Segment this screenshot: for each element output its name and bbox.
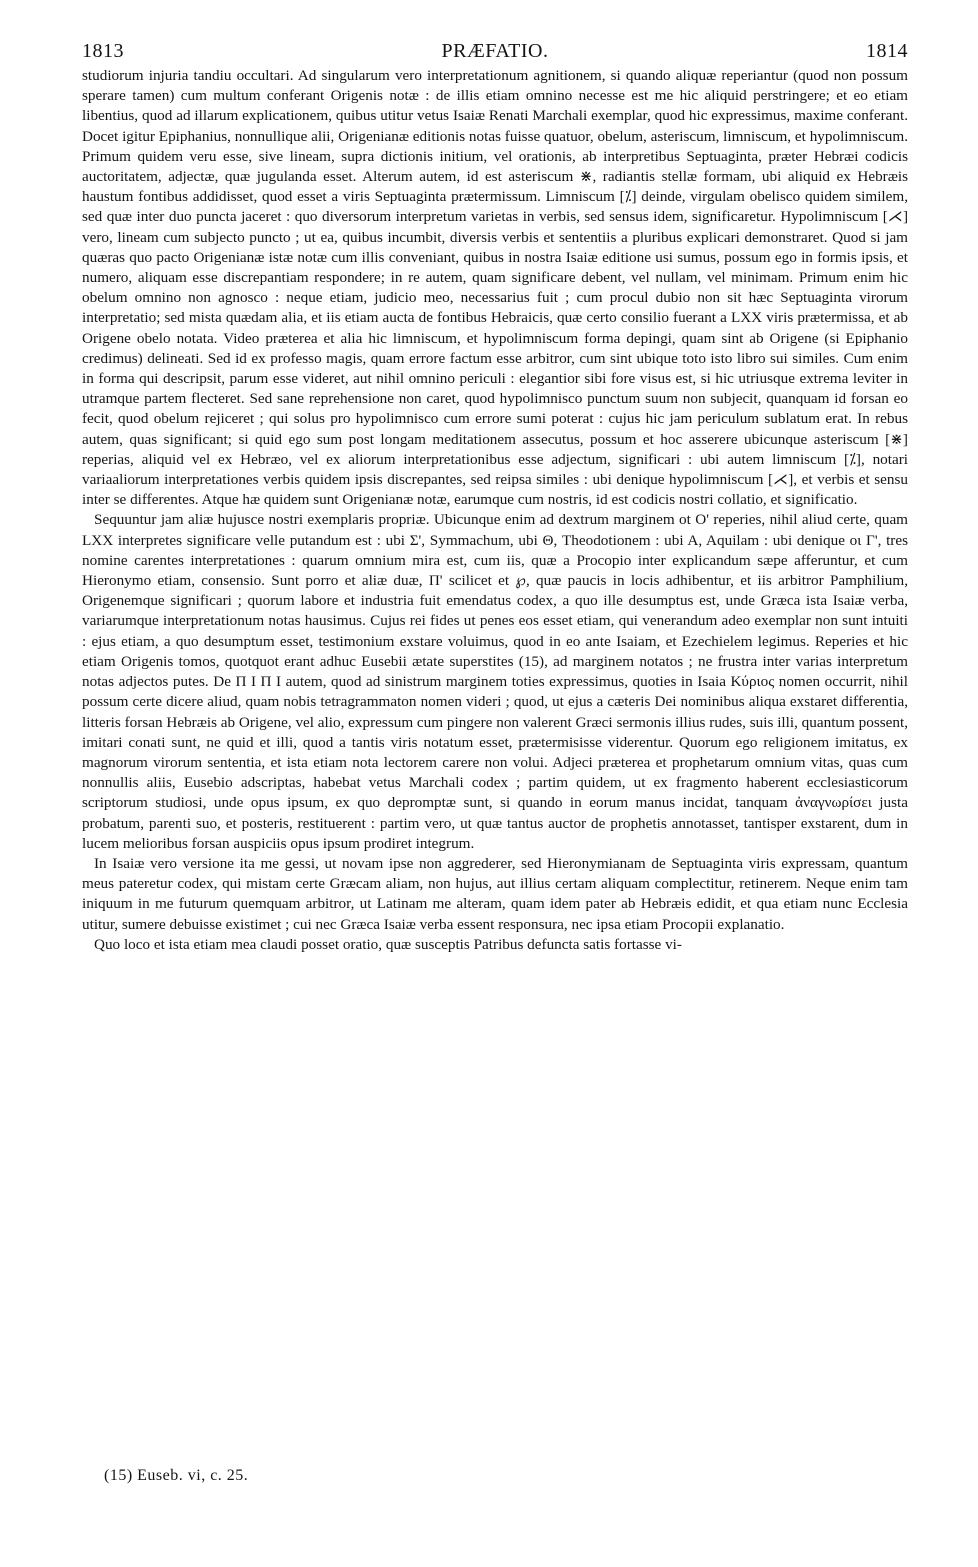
paragraph-3: In Isaiæ vero versione ita me gessi, ut novam ipse non aggrederer, sed Hieronymianam de Septuaginta viris expressam, quantum meus pateretur codex, qui mistam certe Græcam aliam, non hujus, aut illius certam aliquam complectitur, retinerem. Neque enim tam iniquum in me futurum quemquam arbitror, ut Latinam me alteram, quam idem pater ab Hebræis edidit, et qua etiam nunc Ecclesia utitur, sumere debuisse existimet ; cui nec Græca Isaiæ verba essent responsura, nec ipsa etiam Procopii explanatio. <box>82 854 908 933</box>
paragraph-2: Sequuntur jam aliæ hujusce nostri exemplaris propriæ. Ubicunque enim ad dextrum marginem ot O' reperies, nihil aliud certe, quam LXX interpretes significare velle putandum est : ubi Σ', Symmachum, ubi Θ, Theodotionem : ubi A, Aquilam : ubi denique oι Γ', tres nomine carentes interpretationes : quarum omnium mira est, cum iis, quæ a Procopio inter explicandum sæpe afferuntur, et cum Hieronymo etiam, consensio. Sunt porro et aliæ duæ, Π' scilicet et ℘, quæ paucis in locis adhibentur, et iis arbitror Pamphilium, Origenemque significari ; quorum labore et industria fuit emendatus codex, a quo ille desumptus est, unde Græca ista Isaiæ verba, variarumque interpretationum notas hausimus. Cujus rei fides ut penes eos esset etiam, qui venerandum adeo exemplar non sunt intuiti : ejus etiam, a quo desumptum esset, testimonium exstare voluimus, quod in eo ante Isaiam, et Ezechielem legimus. Reperies et hic etiam Origenis tomos, quotquot erant adhuc Eusebii ætate superstites (15), ad marginem notatos ; ne frustra inter varias interpretum notas adjectos putes. De Π Ι Π Ι autem, quod ad sinistrum marginem toties expressimus, quoties in Isaia Κύριος nomen occurrit, nihil possum certe dicere aliud, quam nobis tetragrammaton nomen videri ; quod, ut ejus a cæteris Dei nominibus aliqua exstaret differentia, litteris forsan Hebræis ab Origene, vel alio, expressum cum pingere non valerent Græci sermonis illius rudes, suis illi, quantum possent, imitari conati sunt, ne quid et illi, quod a tantis viris notatum esset, prætermisisse viderentur. Quorum ego religionem imitatus, ex magnorum virorum sententia, et ista etiam nota lectorem carere non volui. Adjeci præterea et prophetarum omnium vitas, quas cum nonnullis aliis, Eusebio adscriptas, habebat vetus Marchali codex ; partim quidem, ut ex fragmento haberent ecclesiasticorum scriptorum studiosi, unde opus ipsum, ex quo depromptæ sunt, si quando in eorum manus incidat, tanquam ἀναγνωρίσει justa probatum, parenti suo, et posteris, restituerent : partim vero, ut quæ tantus auctor de prophetis annotasset, tantisper exstarent, dum in lucem melioribus forsan auspiciis opus ipsum prodiret integrum. <box>82 511 908 852</box>
page-header <box>82 30 908 66</box>
paragraph-4: Quo loco et ista etiam mea claudi posset oratio, quæ susceptis Patribus defuncta satis fortasse vi- <box>94 935 682 953</box>
paragraph-1: studiorum injuria tandiu occultari. Ad singularum vero interpretationum agnitionem, si quando aliquæ reperiantur (quod non possum sperare tamen) cum multum conferant Origenis notæ : de illis etiam omnino necesse est me hic aliquid perstringere; et eo etiam libentius, quod ad illarum explicationem, quibus utitur vetus Isaiæ Renati Marchali exemplar, quod hic expressimus, maxime conferant. Docet igitur Epiphanius, nonnullique alii, Origenianæ editionis notas fuisse quatuor, obelum, asteriscum, limniscum, et hypolimniscum. Primum quidem veru esse, sive lineam, supra dictionis initium, vel orationis, ab interpretibus Septuaginta, præter Hebræi codicis auctoritatem, adjectæ, quæ jugulanda esset. Alterum autem, id est asteriscum ⋇, radiantis stellæ formam, ubi aliquid ex Hebræis haustum fontibus addidisset, quod esset a viris Septuaginta prætermissum. Limniscum [⁒] deinde, virgulam obelisco quidem similem, sed quæ inter duo puncta jaceret : quo diversorum interpretum varietas in verbis, sed sensus idem, significaretur. Hypolimniscum [⋌] vero, lineam cum subjecto puncto ; ut ea, quibus incumbit, diversis verbis et sententiis a pluribus explicari demonstraret. Quod si jam quæras quo pacto Origenianæ istæ notæ cum illis conveniant, quibus in nostra Isaiæ editione usi sumus, possum ego in formis ipsis, et numero, aliquam esse discrepantiam respondere; in re autem, quam significare debent, vel nullam, vel minimam. Primum enim hic obelum omnino non agnosco : neque etiam, judicio meo, necessarius fuit ; cum procul dubio non sit hæc Septuaginta virorum interpretatio; sed mista quædam alia, et iis etiam aucta de fontibus Hebraicis, quæ certo consilio fuerant a LXX viris prætermissa, et ab Origene obelo notata. Video præterea et alia hic limniscum, et hypolimniscum forma depingi, quam sint ab Origene (si Epiphanio credimus) delineati. Sed id ex professo magis, quam errore factum esse arbitror, cum sint ubique toto isto libro sui similes. Cum enim in forma qui descripsit, parum esse videret, aut nihil omnino periculi : elegantior sibi fore visus est, si hic utriusque extrema leviter in utramque partem flecteret. Sed sane reprehensione non caret, quod hypolimnisco punctum suum non subjecit, quanquam id forsan eo fecit, quod obelum rejiceret ; qui solus pro hypolimnisco cum errore sumi poterat : cujus hic jam periculum sublatum erat. In rebus autem, quas significant; si quid ego sum post longam meditationem assecutus, possum et hoc asserere ubicunque asteriscum [⋇] reperias, aliquid vel ex Hebræo, vel ex aliorum interpretationibus esse adjectum, significari : ubi autem limniscum [⁒], notari variaaliorum interpretationes verbis quidem ipsis discrepantes, sed reipsa similes : ubi denique hypolimniscum [⋌], et verbis et sensu inter se differentes. Atque hæ quidem sunt Origenianæ notæ, earumque cum nostris, id est codicis nostri collatio, et significatio. <box>82 67 908 509</box>
page-number-left: 1813 <box>82 40 124 62</box>
page-number-right: 1814 <box>866 40 908 62</box>
body-text <box>82 66 908 955</box>
running-title: PRÆFATIO. <box>441 40 549 62</box>
footnote: (15) Euseb. vi, c. 25. <box>104 1467 249 1484</box>
